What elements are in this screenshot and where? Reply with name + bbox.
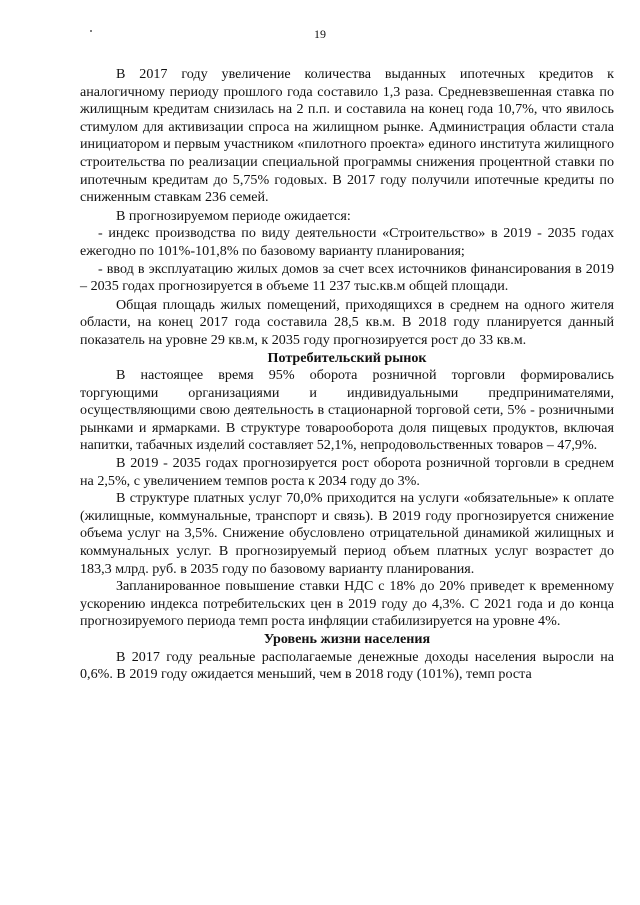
document-body <box>80 66 614 684</box>
section-heading-living-standard: Уровень жизни населения <box>263 631 431 647</box>
paragraph-paid-services: В структуре платных услуг 70,0% приходится на услуги «обязательные» к оплате (жилищные, коммунальные, транспорт и связь). В 2019 году прогнозируется снижение объема услуг на 3,5%. Снижение обусловлено отрицательной динамикой жилищных и коммунальных услуг. В прогнозируемый период объем платных услуг возрастет до 183,3 млрд. руб. в 2035 году по базовому варианту планирования. <box>80 490 614 577</box>
paragraph-retail-forecast: В 2019 - 2035 годах прогнозируется рост оборота розничной торговли в среднем на 2,5%, с увеличением темпов роста к 2034 году до 3%. <box>80 455 614 489</box>
list-item-construction-index: - индекс производства по виду деятельности «Строительство» в 2019 - 2035 годах ежегодно по 101%-101,8% по базовому варианту планирования; <box>80 225 614 259</box>
paragraph-forecast-intro: В прогнозируемом периоде ожидается: <box>116 207 351 224</box>
paragraph-retail-structure: В настоящее время 95% оборота розничной торговли формировались торгующими организациями и индивидуальными предпринимателями, осуществляющими свою деятельность в стационарной торговой сети, 5% - розничными рынками и ярмарками. В структуре товарооборота доля пищевых продуктов, включая напитки, табачных изделий составляет 52,1%, непродовольственных товаров – 47,9%. <box>80 367 614 454</box>
section-heading-consumer-market: Потребительский рынок <box>267 349 427 366</box>
list-item-housing-commissioning: - ввод в эксплуатацию жилых домов за счет всех источников финансирования в 2019 – 2035 годах прогнозируется в объеме 11 237 тыс.кв.м общей площади. <box>80 260 614 295</box>
page-number: 19 <box>314 27 326 41</box>
paragraph-living-area: Общая площадь жилых помещений, приходящихся в среднем на одного жителя области, на конец 2017 года составила 28,5 кв.м. В 2018 году планируется данный показатель на уровне 29 кв.м, к 2035 году прогнозируется рост до 33 кв.м. <box>80 296 614 348</box>
paragraph-real-income: В 2017 году реальные располагаемые денежные доходы населения выросли на 0,6%. В 2019 году ожидается меньший, чем в 2018 году (101%), темп роста <box>80 648 614 683</box>
paragraph-mortgage: В 2017 году увеличение количества выданных ипотечных кредитов к аналогичному периоду прошлого года составило 1,3 раза. Средневзвешенная ставка по жилищным кредитам снизилась на 2 п.п. и составила на конец года 10,7%, что явилось стимулом для активизации спроса на жилищном рынке. Администрация области стала инициатором и первым участником «пилотного проекта» единого института жилищного строительства по реализации специальной программы снижения процентной ставки по ипотечным кредитам до 5,75% годовых. В 2017 году получили ипотечные кредиты по сниженным ставкам 236 семей. <box>80 66 614 206</box>
paragraph-vat-inflation: Запланированное повышение ставки НДС с 18% до 20% приведет к временному ускорению индекса потребительских цен в 2019 году до 4,3%. С 2021 года и до конца прогнозируемого периода темп роста инфляции стабилизируется на уровне 4%. <box>80 578 614 630</box>
